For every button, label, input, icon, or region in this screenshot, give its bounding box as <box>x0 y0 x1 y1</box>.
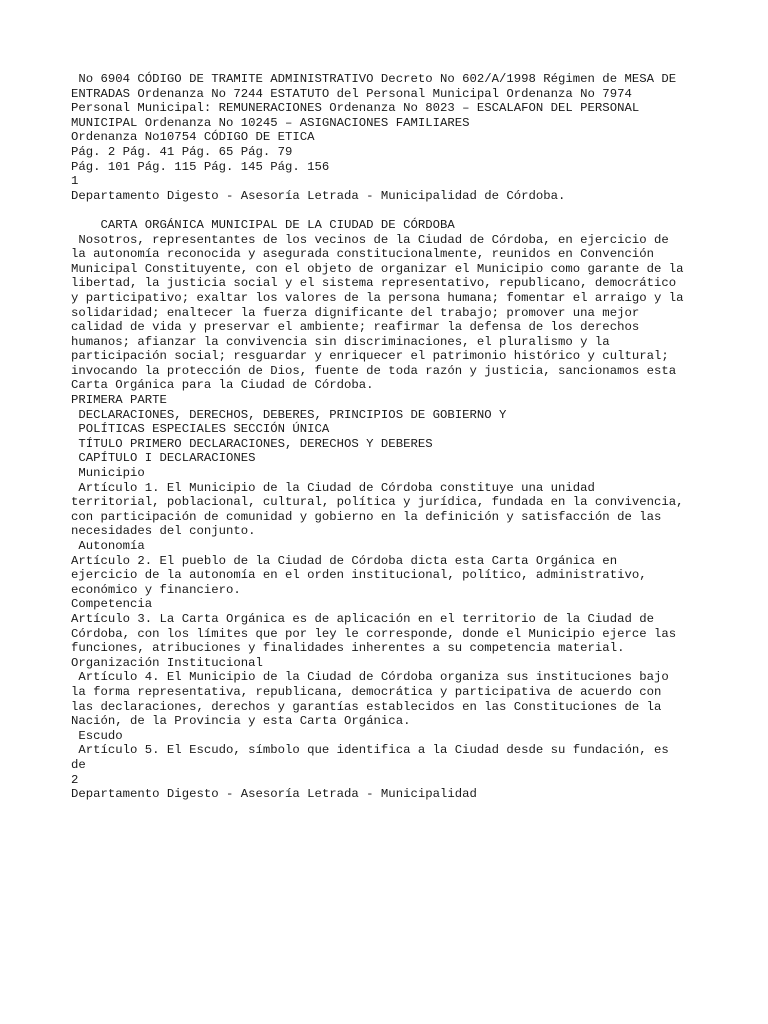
text-line: Ordenanza No10754 CÓDIGO DE ETICA <box>71 130 315 145</box>
article-subheading: Organización Institucional <box>71 655 263 670</box>
page-references: Pág. 101 Pág. 115 Pág. 145 Pág. 156 <box>71 159 330 174</box>
text-line: ENTRADAS Ordenanza No 7244 ESTATUTO del Personal Municipal Ordenanza No 7974 <box>71 86 632 101</box>
article-line: Artículo 1. El Municipio de la Ciudad de Córdoba constituye una unidad <box>71 480 595 495</box>
article-line: de <box>71 757 86 772</box>
article-line: económico y financiero. <box>71 582 241 597</box>
preamble-line: solidaridad; enaltecer la fuerza dignificante del trabajo; promover una mejor <box>71 305 640 320</box>
page-footer: Departamento Digesto - Asesoría Letrada - Municipalidad <box>71 787 477 802</box>
page-references: Pág. 2 Pág. 41 Pág. 65 Pág. 79 <box>71 144 293 159</box>
page-footer: Departamento Digesto - Asesoría Letrada - Municipalidad de Córdoba. <box>71 188 566 203</box>
text-line: MUNICIPAL Ordenanza No 10245 – ASIGNACIONES FAMILIARES <box>71 115 470 130</box>
text-line: Personal Municipal: REMUNERACIONES Ordenanza No 8023 – ESCALAFON DEL PERSONAL <box>71 101 640 116</box>
article-line: Nación, de la Provincia y esta Carta Orgánica. <box>71 714 411 729</box>
article-line: funciones, atribuciones y finalidades inherentes a su competencia material. <box>71 641 625 656</box>
article-line: Artículo 2. El pueblo de la Ciudad de Córdoba dicta esta Carta Orgánica en <box>71 553 618 568</box>
article-line: las declaraciones, derechos y garantías establecidos en las Constituciones de la <box>71 699 662 714</box>
article-subheading: Autonomía <box>71 539 145 553</box>
preamble-line: participación social; resguardar y enriquecer el patrimonio histórico y cultural; <box>71 349 669 364</box>
preamble-line: libertad, la justicia social y el sistema representativo, republicano, democrático <box>71 276 677 291</box>
document-title: CARTA ORGÁNICA MUNICIPAL DE LA CIUDAD DE CÓRDOBA <box>71 217 455 232</box>
article-line: Artículo 5. El Escudo, símbolo que identifica a la Ciudad desde su fundación, es <box>71 743 669 758</box>
preamble-line: Nosotros, representantes de los vecinos de la Ciudad de Córdoba, en ejercicio de <box>71 232 669 247</box>
section-heading: PRIMERA PARTE <box>71 393 167 408</box>
article-line: necesidades del conjunto. <box>71 524 256 539</box>
title-heading: TÍTULO PRIMERO DECLARACIONES, DERECHOS Y DEBERES <box>71 436 433 451</box>
preamble-line: Municipal Constituyente, con el objeto de organizar el Municipio como garante de la <box>71 261 684 276</box>
preamble-line: y participativo; exaltar los valores de la persona humana; fomentar el arraigo y la <box>71 290 684 305</box>
page-number: 2 <box>71 772 79 787</box>
chapter-heading: CAPÍTULO I DECLARACIONES <box>71 451 256 466</box>
article-line: Córdoba, con los límites que por ley le corresponde, donde el Municipio ejerce las <box>71 626 677 641</box>
document-page <box>71 72 711 802</box>
preamble-line: calidad de vida y preservar el ambiente; reafirmar la defensa de los derechos <box>71 320 640 335</box>
article-line: ejercicio de la autonomía en el orden institucional, político, administrativo, <box>71 568 647 583</box>
text-line: No 6904 CÓDIGO DE TRAMITE ADMINISTRATIVO Decreto No 602/A/1998 Régimen de MESA DE <box>71 72 677 86</box>
section-heading: POLÍTICAS ESPECIALES SECCIÓN ÚNICA <box>71 422 330 437</box>
article-line: Artículo 4. El Municipio de la Ciudad de Córdoba organiza sus instituciones bajo <box>71 670 669 685</box>
section-heading: DECLARACIONES, DERECHOS, DEBERES, PRINCIPIOS DE GOBIERNO Y <box>71 407 507 422</box>
article-line: con participación de comunidad y gobierno en la definición y satisfacción de las <box>71 509 662 524</box>
page-number: 1 <box>71 174 79 189</box>
article-subheading: Municipio <box>71 466 145 481</box>
article-subheading: Escudo <box>71 728 123 743</box>
preamble-line: la autonomía reconocida y asegurada constitucionalmente, reunidos en Convención <box>71 247 654 262</box>
preamble-line: humanos; afianzar la convivencia sin discriminaciones, el pluralismo y la <box>71 334 610 349</box>
article-subheading: Competencia <box>71 597 153 612</box>
blank-line <box>71 203 711 218</box>
article-line: Artículo 3. La Carta Orgánica es de aplicación en el territorio de la Ciudad de <box>71 611 654 626</box>
article-line: la forma representativa, republicana, democrática y participativa de acuerdo con <box>71 684 662 699</box>
preamble-line: Carta Orgánica para la Ciudad de Córdoba. <box>71 378 374 393</box>
preamble-line: invocando la protección de Dios, fuente de toda razón y justicia, sancionamos esta <box>71 363 677 378</box>
article-line: territorial, poblacional, cultural, política y jurídica, fundada en la convivencia, <box>71 495 684 510</box>
